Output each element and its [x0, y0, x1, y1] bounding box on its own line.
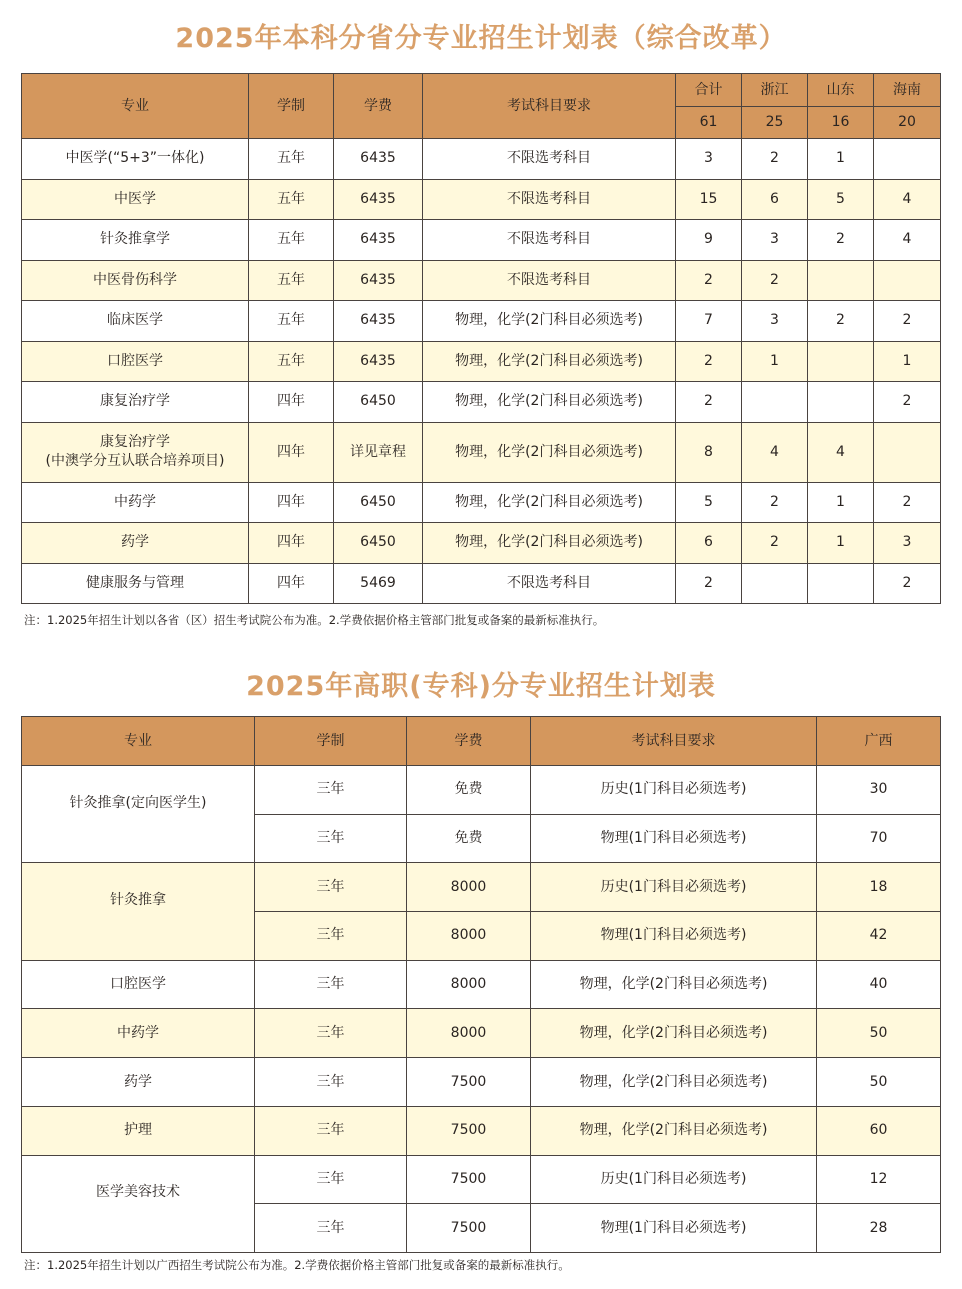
- shandong-cell: [808, 563, 874, 604]
- zhejiang-cell: 2: [742, 139, 808, 180]
- table-row: [22, 766, 941, 815]
- header-subjects: 考试科目要求: [531, 717, 817, 766]
- major-name: 药学: [121, 534, 149, 551]
- duration-cell: 三年: [255, 960, 407, 1009]
- zhejiang-cell: 3: [742, 220, 808, 261]
- zhejiang-cell: 2: [742, 523, 808, 564]
- duration-cell: 三年: [255, 1106, 407, 1155]
- header-subjects: 考试科目要求: [423, 74, 676, 139]
- hainan-cell: 2: [874, 301, 941, 342]
- tuition-cell: 6435: [334, 139, 423, 180]
- major-name: 康复治疗学: [100, 434, 170, 451]
- major-cell: [22, 139, 249, 180]
- major-name: 口腔医学: [107, 352, 163, 369]
- vocational-plan-table: [21, 716, 941, 1253]
- major-cell: [22, 179, 249, 220]
- zhejiang-cell: 2: [742, 482, 808, 523]
- duration-cell: 三年: [255, 814, 407, 863]
- major-name: 健康服务与管理: [86, 574, 184, 591]
- header-zhejiang: 浙江: [742, 74, 808, 107]
- duration-cell: 四年: [249, 482, 334, 523]
- table-row: [22, 301, 941, 342]
- total-cell: 15: [676, 179, 742, 220]
- tuition-cell: 8000: [407, 1009, 531, 1058]
- duration-cell: 四年: [249, 563, 334, 604]
- shandong-cell: [808, 382, 874, 423]
- major-cell: 中药学: [22, 1009, 255, 1058]
- table-row: [22, 422, 941, 482]
- major-cell: 护理: [22, 1106, 255, 1155]
- subjects-cell: 物理(1门科目必须选考): [531, 912, 817, 961]
- hainan-cell: 3: [874, 523, 941, 564]
- header-total-count: 61: [676, 107, 742, 139]
- duration-cell: 三年: [255, 863, 407, 912]
- major-cell: 医学美容技术: [22, 1155, 255, 1252]
- table2-body: [22, 766, 941, 1253]
- duration-cell: 三年: [255, 1009, 407, 1058]
- shandong-cell: 5: [808, 179, 874, 220]
- tuition-cell: 8000: [407, 863, 531, 912]
- total-cell: 9: [676, 220, 742, 261]
- hainan-cell: [874, 139, 941, 180]
- major-name: 康复治疗学: [100, 393, 170, 410]
- guangxi-cell: 18: [817, 863, 941, 912]
- duration-cell: 五年: [249, 301, 334, 342]
- duration-cell: 四年: [249, 422, 334, 482]
- total-cell: 7: [676, 301, 742, 342]
- guangxi-cell: 42: [817, 912, 941, 961]
- major-name: 中医学(“5+3”一体化): [65, 150, 205, 167]
- guangxi-cell: 50: [817, 1058, 941, 1107]
- table-row: [22, 1155, 941, 1204]
- undergraduate-plan-table: [21, 73, 941, 604]
- header-shandong: 山东: [808, 74, 874, 107]
- guangxi-cell: 30: [817, 766, 941, 815]
- major-cell: [22, 482, 249, 523]
- duration-cell: 五年: [249, 179, 334, 220]
- zhejiang-cell: [742, 563, 808, 604]
- shandong-cell: [808, 260, 874, 301]
- total-cell: 8: [676, 422, 742, 482]
- guangxi-cell: 40: [817, 960, 941, 1009]
- major-cell: 针灸推拿: [22, 863, 255, 960]
- tuition-cell: 免费: [407, 814, 531, 863]
- table-row: [22, 179, 941, 220]
- header-major: 专业: [22, 717, 255, 766]
- header-tuition: 学费: [407, 717, 531, 766]
- header-hainan-count: 20: [874, 107, 941, 139]
- guangxi-cell: 70: [817, 814, 941, 863]
- duration-cell: 三年: [255, 1155, 407, 1204]
- major-name: 中医学: [114, 190, 156, 207]
- subjects-cell: 物理，化学(2门科目必须选考): [531, 960, 817, 1009]
- subjects-cell: 物理(1门科目必须选考): [531, 814, 817, 863]
- zhejiang-cell: 4: [742, 422, 808, 482]
- table1-body: [22, 139, 941, 604]
- shandong-cell: 2: [808, 301, 874, 342]
- hainan-cell: 2: [874, 482, 941, 523]
- subjects-cell: 物理(1门科目必须选考): [531, 1204, 817, 1253]
- shandong-cell: 2: [808, 220, 874, 261]
- table2-header: [22, 717, 941, 766]
- subjects-cell: 历史(1门科目必须选考): [531, 766, 817, 815]
- guangxi-cell: 60: [817, 1106, 941, 1155]
- shandong-cell: 1: [808, 523, 874, 564]
- table-row: [22, 863, 941, 912]
- tuition-cell: 6435: [334, 260, 423, 301]
- table-row: [22, 1106, 941, 1155]
- duration-cell: 五年: [249, 220, 334, 261]
- shandong-cell: 4: [808, 422, 874, 482]
- tuition-cell: 6435: [334, 220, 423, 261]
- duration-cell: 四年: [249, 382, 334, 423]
- subjects-cell: 物理，化学(2门科目必须选考): [531, 1106, 817, 1155]
- hainan-cell: 4: [874, 179, 941, 220]
- tuition-cell: 6435: [334, 341, 423, 382]
- total-cell: 5: [676, 482, 742, 523]
- duration-cell: 五年: [249, 341, 334, 382]
- table-row: [22, 523, 941, 564]
- tuition-cell: 7500: [407, 1204, 531, 1253]
- shandong-cell: [808, 341, 874, 382]
- major-cell: [22, 422, 249, 482]
- subjects-cell: 不限选考科目: [423, 220, 676, 261]
- total-cell: 6: [676, 523, 742, 564]
- tuition-cell: 7500: [407, 1106, 531, 1155]
- tuition-cell: 8000: [407, 912, 531, 961]
- header-major: 专业: [22, 74, 249, 139]
- table-row: [22, 482, 941, 523]
- tuition-cell: 6435: [334, 179, 423, 220]
- total-cell: 3: [676, 139, 742, 180]
- subjects-cell: 物理，化学(2门科目必须选考): [423, 382, 676, 423]
- subjects-cell: 物理，化学(2门科目必须选考): [423, 341, 676, 382]
- table2-note: 注：1.2025年招生计划以广西招生考试院公布为准。2.学费依据价格主管部门批复或备案的最新标准执行。: [24, 1258, 570, 1272]
- guangxi-cell: 50: [817, 1009, 941, 1058]
- hainan-cell: 1: [874, 341, 941, 382]
- table-row: [22, 563, 941, 604]
- total-cell: 2: [676, 260, 742, 301]
- subjects-cell: 不限选考科目: [423, 139, 676, 180]
- table-row: [22, 220, 941, 261]
- major-cell: [22, 563, 249, 604]
- subjects-cell: 不限选考科目: [423, 563, 676, 604]
- tuition-cell: 6450: [334, 523, 423, 564]
- table-row: [22, 139, 941, 180]
- duration-cell: 三年: [255, 1204, 407, 1253]
- header-guangxi: 广西: [817, 717, 941, 766]
- subjects-cell: 不限选考科目: [423, 260, 676, 301]
- header-total: 合计: [676, 74, 742, 107]
- guangxi-cell: 12: [817, 1155, 941, 1204]
- table-row: [22, 960, 941, 1009]
- total-cell: 2: [676, 382, 742, 423]
- major-cell: [22, 301, 249, 342]
- major-cell: 针灸推拿(定向医学生): [22, 766, 255, 863]
- zhejiang-cell: 6: [742, 179, 808, 220]
- major-subtitle: (中澳学分互认联合培养项目): [45, 453, 225, 469]
- major-cell: [22, 260, 249, 301]
- major-name: 针灸推拿学: [100, 231, 170, 248]
- tuition-cell: 免费: [407, 766, 531, 815]
- tuition-cell: 5469: [334, 563, 423, 604]
- table1-header: [22, 74, 941, 139]
- zhejiang-cell: [742, 382, 808, 423]
- table1-note: 注：1.2025年招生计划以各省（区）招生考试院公布为准。2.学费依据价格主管部门批复或备案的最新标准执行。: [24, 613, 605, 627]
- major-name: 临床医学: [107, 312, 163, 329]
- zhejiang-cell: 2: [742, 260, 808, 301]
- subjects-cell: 物理，化学(2门科目必须选考): [423, 523, 676, 564]
- table-row: [22, 382, 941, 423]
- header-duration: 学制: [249, 74, 334, 139]
- duration-cell: 五年: [249, 139, 334, 180]
- duration-cell: 四年: [249, 523, 334, 564]
- tuition-cell: 7500: [407, 1058, 531, 1107]
- hainan-cell: 2: [874, 563, 941, 604]
- table-row: [22, 260, 941, 301]
- major-cell: [22, 382, 249, 423]
- subjects-cell: 物理，化学(2门科目必须选考): [423, 422, 676, 482]
- major-cell: [22, 341, 249, 382]
- table1-title: 2025年本科分省分专业招生计划表（综合改革）: [175, 23, 787, 54]
- subjects-cell: 不限选考科目: [423, 179, 676, 220]
- tuition-cell: 6450: [334, 382, 423, 423]
- shandong-cell: 1: [808, 482, 874, 523]
- subjects-cell: 物理，化学(2门科目必须选考): [423, 301, 676, 342]
- tuition-cell: 8000: [407, 960, 531, 1009]
- total-cell: 2: [676, 341, 742, 382]
- zhejiang-cell: 3: [742, 301, 808, 342]
- table-row: [22, 1009, 941, 1058]
- hainan-cell: [874, 260, 941, 301]
- guangxi-cell: 28: [817, 1204, 941, 1253]
- header-hainan: 海南: [874, 74, 941, 107]
- hainan-cell: 2: [874, 382, 941, 423]
- hainan-cell: 4: [874, 220, 941, 261]
- hainan-cell: [874, 422, 941, 482]
- major-cell: 药学: [22, 1058, 255, 1107]
- table-row: [22, 341, 941, 382]
- duration-cell: 三年: [255, 766, 407, 815]
- major-name: 中药学: [114, 493, 156, 510]
- subjects-cell: 历史(1门科目必须选考): [531, 863, 817, 912]
- tuition-cell: 6450: [334, 482, 423, 523]
- zhejiang-cell: 1: [742, 341, 808, 382]
- table2-title: 2025年高职(专科)分专业招生计划表: [246, 671, 716, 702]
- tuition-cell: 7500: [407, 1155, 531, 1204]
- subjects-cell: 物理，化学(2门科目必须选考): [531, 1009, 817, 1058]
- subjects-cell: 物理，化学(2门科目必须选考): [423, 482, 676, 523]
- major-cell: 口腔医学: [22, 960, 255, 1009]
- major-name: 中医骨伤科学: [93, 271, 177, 288]
- header-shandong-count: 16: [808, 107, 874, 139]
- major-cell: [22, 220, 249, 261]
- header-zhejiang-count: 25: [742, 107, 808, 139]
- duration-cell: 三年: [255, 912, 407, 961]
- header-tuition: 学费: [334, 74, 423, 139]
- major-cell: [22, 523, 249, 564]
- header-duration: 学制: [255, 717, 407, 766]
- total-cell: 2: [676, 563, 742, 604]
- tuition-cell: 详见章程: [334, 422, 423, 482]
- subjects-cell: 物理，化学(2门科目必须选考): [531, 1058, 817, 1107]
- subjects-cell: 历史(1门科目必须选考): [531, 1155, 817, 1204]
- table-row: [22, 1058, 941, 1107]
- duration-cell: 三年: [255, 1058, 407, 1107]
- tuition-cell: 6435: [334, 301, 423, 342]
- shandong-cell: 1: [808, 139, 874, 180]
- duration-cell: 五年: [249, 260, 334, 301]
